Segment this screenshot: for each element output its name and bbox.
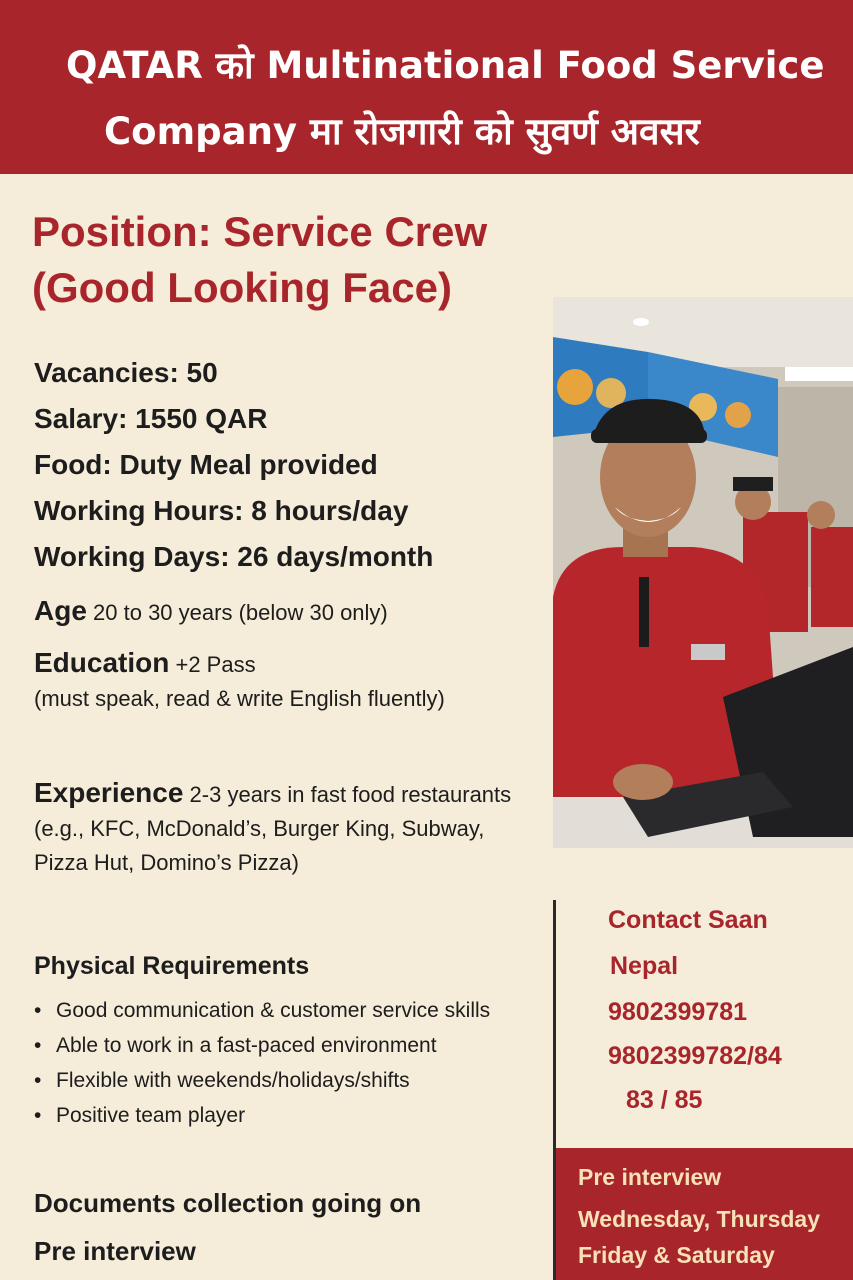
education-note: (must speak, read & write English fluently) [34, 686, 445, 711]
fact-salary: Salary: 1550 QAR [34, 403, 268, 434]
documents-note: Documents collection going on [34, 1188, 422, 1218]
fact-working-days: Working Days: 26 days/month [34, 541, 434, 572]
contact-phone-2[interactable]: 9802399782/84 [608, 1042, 782, 1070]
list-item: • Able to work in a fast-paced environment [34, 1031, 534, 1061]
fact-food: Food: Duty Meal provided [34, 449, 378, 480]
age-requirement [34, 594, 534, 630]
schedule-line-2: Wednesday, Thursday [578, 1206, 820, 1232]
header-banner [0, 0, 853, 174]
position-title [32, 204, 592, 316]
experience-value: 2-3 years in fast food restaurants (e.g., KFC, McDonald’s, Burger King, Subway, Pizza Hut, Domino’s Pizza) [34, 782, 512, 875]
list-item: • Good communication & customer service skills [34, 996, 534, 1026]
banner-line-2: Company मा रोजगारी को सुवर्ण अवसर [104, 110, 700, 153]
schedule-line-1: Pre interview [578, 1164, 722, 1190]
education-label: Education [34, 647, 170, 678]
position-line-2: (Good Looking Face) [32, 264, 452, 311]
fact-working-hours: Working Hours: 8 hours/day [34, 495, 409, 526]
banner-line-1: QATAR को Multinational Food Service [66, 44, 825, 87]
education-value: +2 Pass [175, 652, 256, 677]
position-line-1: Position: Service Crew [32, 208, 488, 255]
experience-requirement [34, 776, 534, 880]
service-crew-photo [553, 297, 853, 848]
list-item: • Flexible with weekends/holidays/shifts [34, 1066, 534, 1096]
contact-phone-1[interactable]: 9802399781 [608, 998, 748, 1026]
pre-interview-schedule [556, 1148, 853, 1280]
fact-vacancies: Vacancies: 50 [34, 357, 218, 388]
contact-line-2: Nepal [610, 952, 679, 980]
photo-illustration [553, 297, 853, 848]
physical-requirements-title: Physical Requirements [34, 952, 310, 980]
job-facts [34, 350, 433, 580]
contact-phone-3[interactable]: 83 / 85 [626, 1086, 703, 1114]
physical-requirements-list [34, 996, 534, 1136]
contact-line-1: Contact Saan [608, 906, 768, 934]
age-value: 20 to 30 years (below 30 only) [93, 600, 388, 625]
education-requirement [34, 646, 534, 716]
schedule-line-3: Friday & Saturday [578, 1242, 775, 1268]
list-item: • Positive team player [34, 1101, 534, 1131]
pre-interview-note: Pre interview [34, 1236, 196, 1266]
experience-label: Experience [34, 777, 184, 808]
age-label: Age [34, 595, 87, 626]
